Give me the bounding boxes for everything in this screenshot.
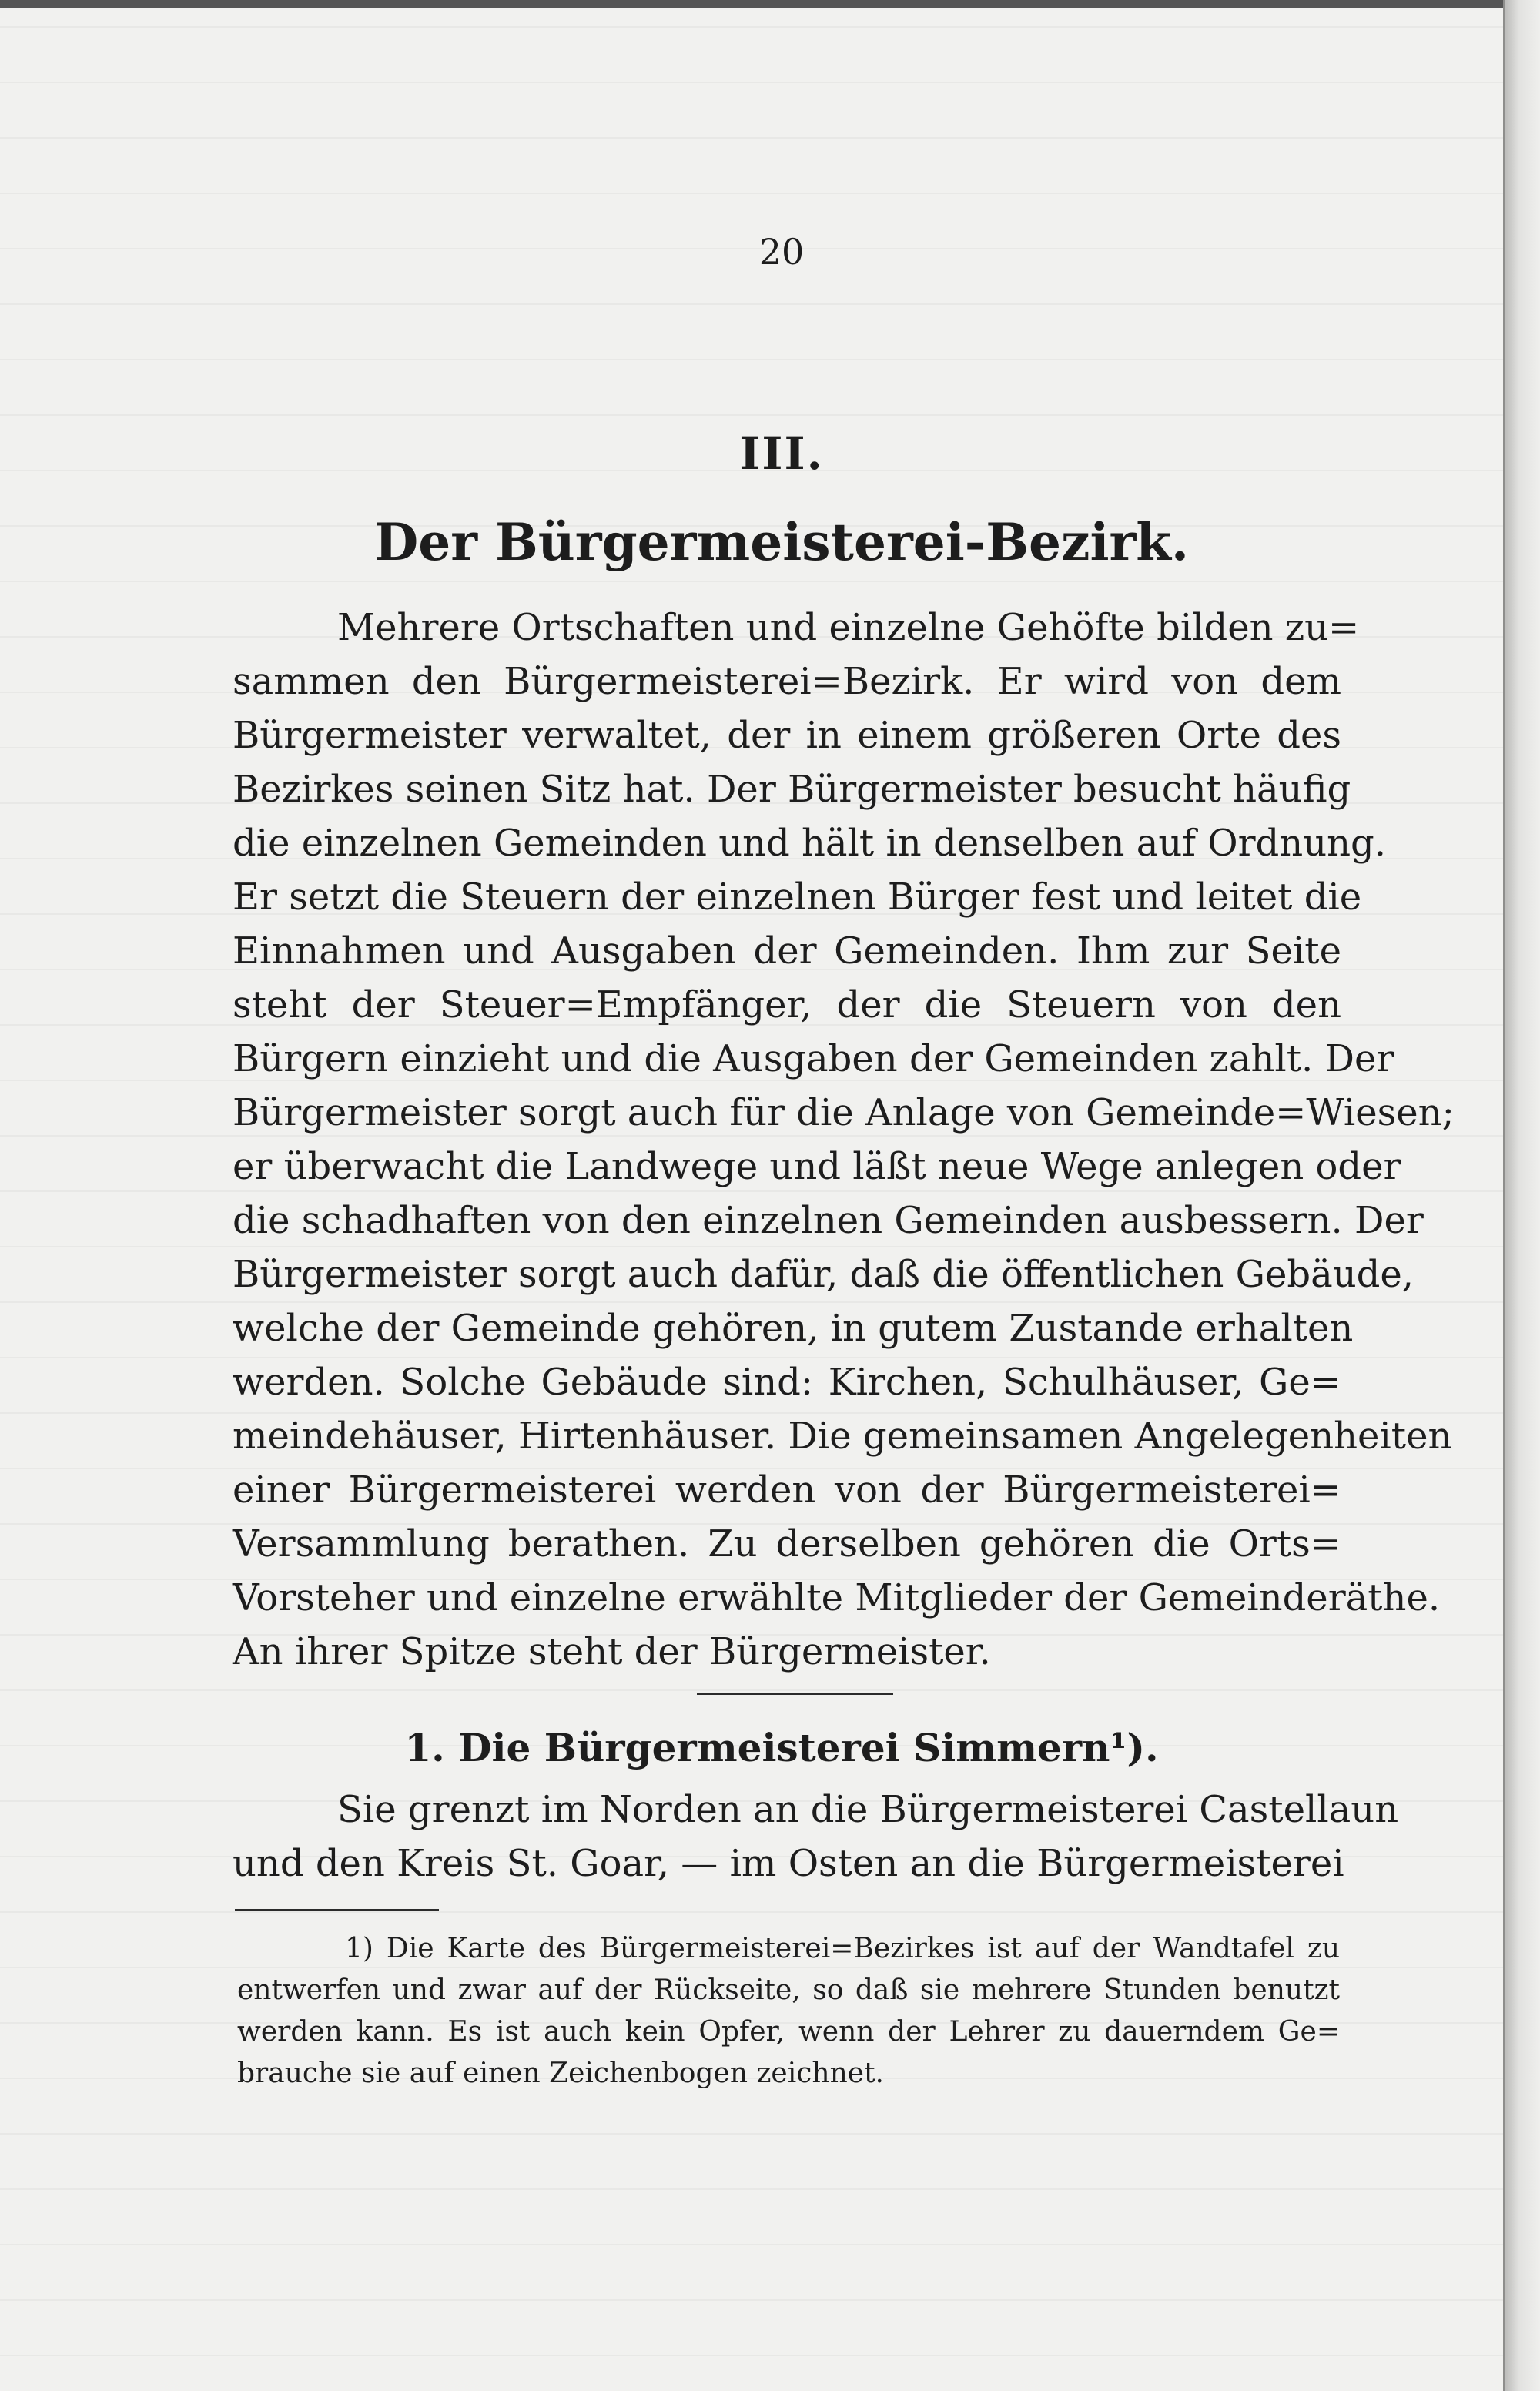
subsection-line: und den Kreis St. Goar, — im Osten an die Bürgermeisterei — [233, 1842, 1344, 1885]
subsection-line: Sie grenzt im Norden an die Bürgermeisterei Castellaun — [337, 1788, 1399, 1831]
subsection-heading: 1. Die Bürgermeisterei Simmern¹). — [404, 1725, 1159, 1770]
section-title: Der Bürgermeisterei-Bezirk. — [374, 512, 1189, 572]
footnote-line: entwerfen und zwar auf der Rückseite, so daß sie mehrere Stunden benutzt — [237, 1974, 1340, 2006]
section-divider — [697, 1693, 893, 1695]
body-line: steht der Steuer=Empfänger, der die Steuern von den — [233, 983, 1341, 1026]
footnote-line: brauche sie auf einen Zeichenbogen zeichnet. — [237, 2058, 884, 2089]
body-line: Bürgermeister verwaltet, der in einem größeren Orte des — [233, 714, 1341, 757]
body-line: sammen den Bürgermeisterei=Bezirk. Er wird von dem — [233, 660, 1341, 703]
body-line: welche der Gemeinde gehören, in gutem Zustande erhalten — [233, 1307, 1354, 1350]
footnote-line: werden kann. Es ist auch kein Opfer, wenn der Lehrer zu dauerndem Ge= — [237, 2016, 1340, 2048]
body-line: Bürgern einzieht und die Ausgaben der Gemeinden zahlt. Der — [233, 1037, 1394, 1080]
top-edge-rule — [0, 0, 1505, 8]
body-line: werden. Solche Gebäude sind: Kirchen, Schulhäuser, Ge= — [233, 1361, 1341, 1404]
body-line: Bezirkes seinen Sitz hat. Der Bürgermeister besucht häufig — [233, 768, 1351, 811]
section-numeral: III. — [739, 427, 824, 480]
footnote-line: 1) Die Karte des Bürgermeisterei=Bezirkes ist auf der Wandtafel zu — [345, 1933, 1340, 1964]
body-line: die einzelnen Gemeinden und hält in denselben auf Ordnung. — [233, 822, 1387, 865]
body-line: An ihrer Spitze steht der Bürgermeister. — [233, 1630, 991, 1673]
body-line: Mehrere Ortschaften und einzelne Gehöfte bilden zu= — [337, 606, 1360, 649]
body-line: Einnahmen und Ausgaben der Gemeinden. Ihm zur Seite — [233, 929, 1341, 973]
page-number: 20 — [758, 231, 805, 273]
body-line: Vorsteher und einzelne erwählte Mitglieder der Gemeinderäthe. — [233, 1576, 1441, 1619]
body-line: er überwacht die Landwege und läßt neue Wege anlegen oder — [233, 1145, 1401, 1188]
body-line: einer Bürgermeisterei werden von der Bürgermeisterei= — [233, 1468, 1341, 1512]
body-line: Versammlung berathen. Zu derselben gehören die Orts= — [233, 1522, 1341, 1566]
body-line: meindehäuser, Hirtenhäuser. Die gemeinsamen Angelegenheiten — [233, 1415, 1452, 1458]
body-line: Bürgermeister sorgt auch dafür, daß die öffentlichen Gebäude, — [233, 1253, 1414, 1296]
footnote-rule — [235, 1909, 439, 1911]
body-line: Bürgermeister sorgt auch für die Anlage von Gemeinde=Wiesen; — [233, 1091, 1455, 1134]
body-line: Er setzt die Steuern der einzelnen Bürger fest und leitet die — [233, 876, 1362, 919]
adjacent-page-edge — [1503, 0, 1540, 2391]
body-line: die schadhaften von den einzelnen Gemeinden ausbessern. Der — [233, 1199, 1424, 1242]
